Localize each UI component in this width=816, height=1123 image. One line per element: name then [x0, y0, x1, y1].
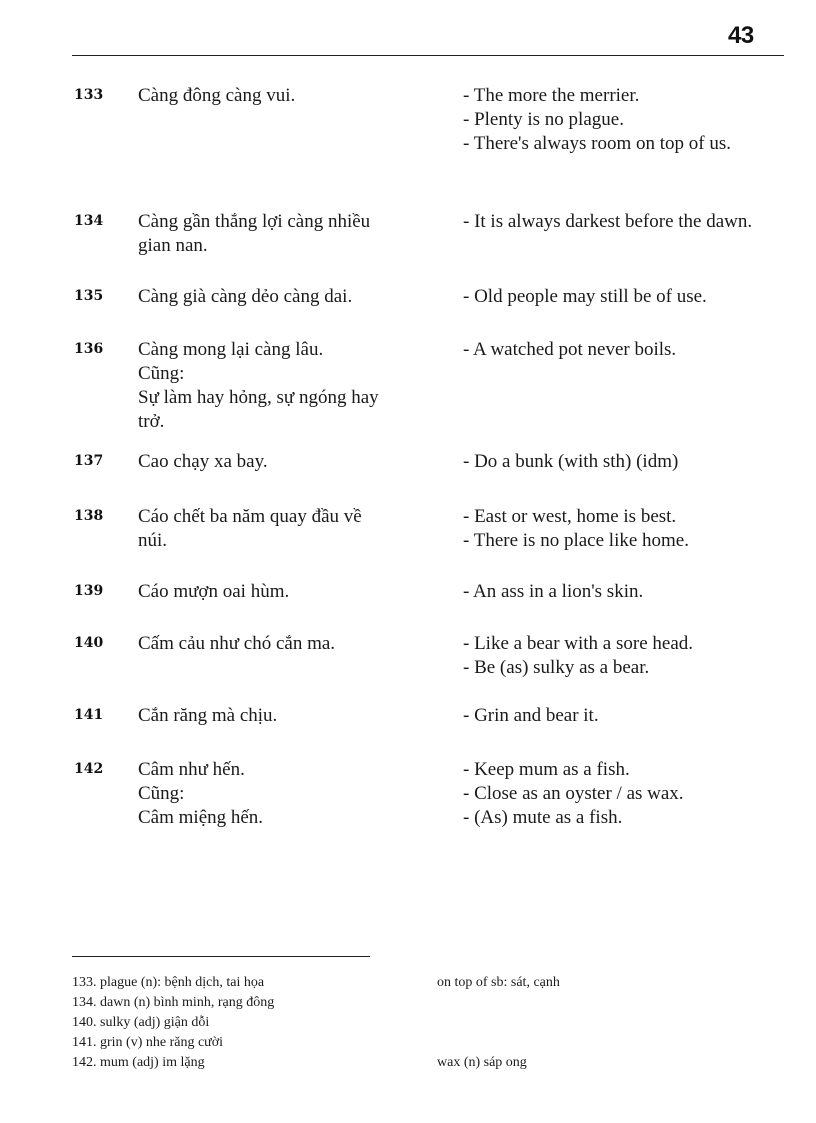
header-rule [72, 55, 784, 56]
vietnamese-line: Cấm cảu như chó cắn ma. [138, 633, 336, 654]
vietnamese-line: Càng đông càng vui. [138, 85, 296, 106]
footnote: 140. sulky (adj) giận dỗi [72, 1015, 210, 1030]
english-line: - There's always room on top of us. [463, 133, 731, 154]
english-line: - It is always darkest before the dawn. [463, 211, 753, 232]
english-line: - Do a bunk (with sth) (idm) [463, 451, 679, 472]
vietnamese-proverb [138, 450, 456, 474]
english-line: - Close as an oyster / as wax. [463, 783, 684, 804]
vietnamese-proverb [138, 285, 456, 309]
vietnamese-proverb [138, 580, 456, 604]
footnote-rule [72, 956, 370, 957]
vietnamese-proverb [138, 338, 456, 434]
english-equivalents [463, 285, 793, 309]
footnotes [72, 973, 274, 1073]
entry-number: 142 [74, 761, 104, 777]
vietnamese-line: Càng già càng dẻo càng dai. [138, 286, 353, 307]
vietnamese-line: Câm miệng hến. [138, 807, 264, 828]
english-line: - An ass in a lion's skin. [463, 581, 644, 602]
footnote-aside: wax (n) sáp ong [437, 1055, 527, 1070]
footnote: 141. grin (v) nhe răng cười [72, 1035, 224, 1050]
vietnamese-line: Cáo mượn oai hùm. [138, 581, 290, 602]
english-line: - Keep mum as a fish. [463, 759, 630, 780]
vietnamese-proverb [138, 210, 456, 258]
vietnamese-line: Càng mong lại càng lâu. [138, 339, 324, 360]
english-equivalents [463, 84, 793, 156]
english-line: - The more the merrier. [463, 85, 640, 106]
english-equivalents [463, 450, 793, 474]
entry-number: 135 [74, 288, 104, 304]
vietnamese-line: trở. [138, 411, 165, 432]
vietnamese-proverb [138, 632, 456, 656]
page-number: 43 [728, 22, 754, 49]
english-line: - Like a bear with a sore head. [463, 633, 694, 654]
english-equivalents [463, 210, 793, 234]
english-line: - Plenty is no plague. [463, 109, 624, 130]
vietnamese-line: núi. [138, 530, 168, 551]
english-equivalents [463, 758, 793, 830]
english-line: - A watched pot never boils. [463, 339, 677, 360]
footnote-aside: on top of sb: sát, cạnh [437, 975, 560, 990]
english-equivalents [463, 580, 793, 604]
english-line: - East or west, home is best. [463, 506, 677, 527]
english-line: - Be (as) sulky as a bear. [463, 657, 650, 678]
vietnamese-line: Cáo chết ba năm quay đầu về [138, 506, 362, 527]
entry-number: 138 [74, 508, 104, 524]
english-line: - There is no place like home. [463, 530, 689, 551]
vietnamese-proverb [138, 84, 456, 108]
english-equivalents [463, 704, 793, 728]
footnote: 142. mum (adj) im lặng [72, 1055, 205, 1070]
vietnamese-line: Cũng: [138, 783, 185, 804]
vietnamese-line: Cắn răng mà chịu. [138, 705, 278, 726]
english-line: - Old people may still be of use. [463, 286, 707, 307]
english-equivalents [463, 505, 793, 553]
entry-number: 139 [74, 583, 104, 599]
vietnamese-proverb [138, 704, 456, 728]
entry-number: 140 [74, 635, 104, 651]
entry-number: 134 [74, 213, 104, 229]
vietnamese-line: Câm như hến. [138, 759, 245, 780]
footnote: 134. dawn (n) bình minh, rạng đông [72, 995, 275, 1010]
english-equivalents [463, 338, 793, 362]
entry-number: 136 [74, 341, 104, 357]
entry-number: 133 [74, 87, 104, 103]
entry-number: 141 [74, 707, 104, 723]
vietnamese-proverb [138, 758, 456, 830]
english-line: - (As) mute as a fish. [463, 807, 623, 828]
vietnamese-line: gian nan. [138, 235, 208, 256]
vietnamese-line: Cũng: [138, 363, 185, 384]
entry-number: 137 [74, 453, 104, 469]
english-equivalents [463, 632, 793, 680]
english-line: - Grin and bear it. [463, 705, 599, 726]
vietnamese-line: Sự làm hay hỏng, sự ngóng hay [138, 387, 379, 408]
vietnamese-line: Càng gần thắng lợi càng nhiều [138, 211, 371, 232]
footnote: 133. plague (n): bệnh dịch, tai họa [72, 975, 265, 990]
vietnamese-line: Cao chạy xa bay. [138, 451, 268, 472]
vietnamese-proverb [138, 505, 456, 553]
